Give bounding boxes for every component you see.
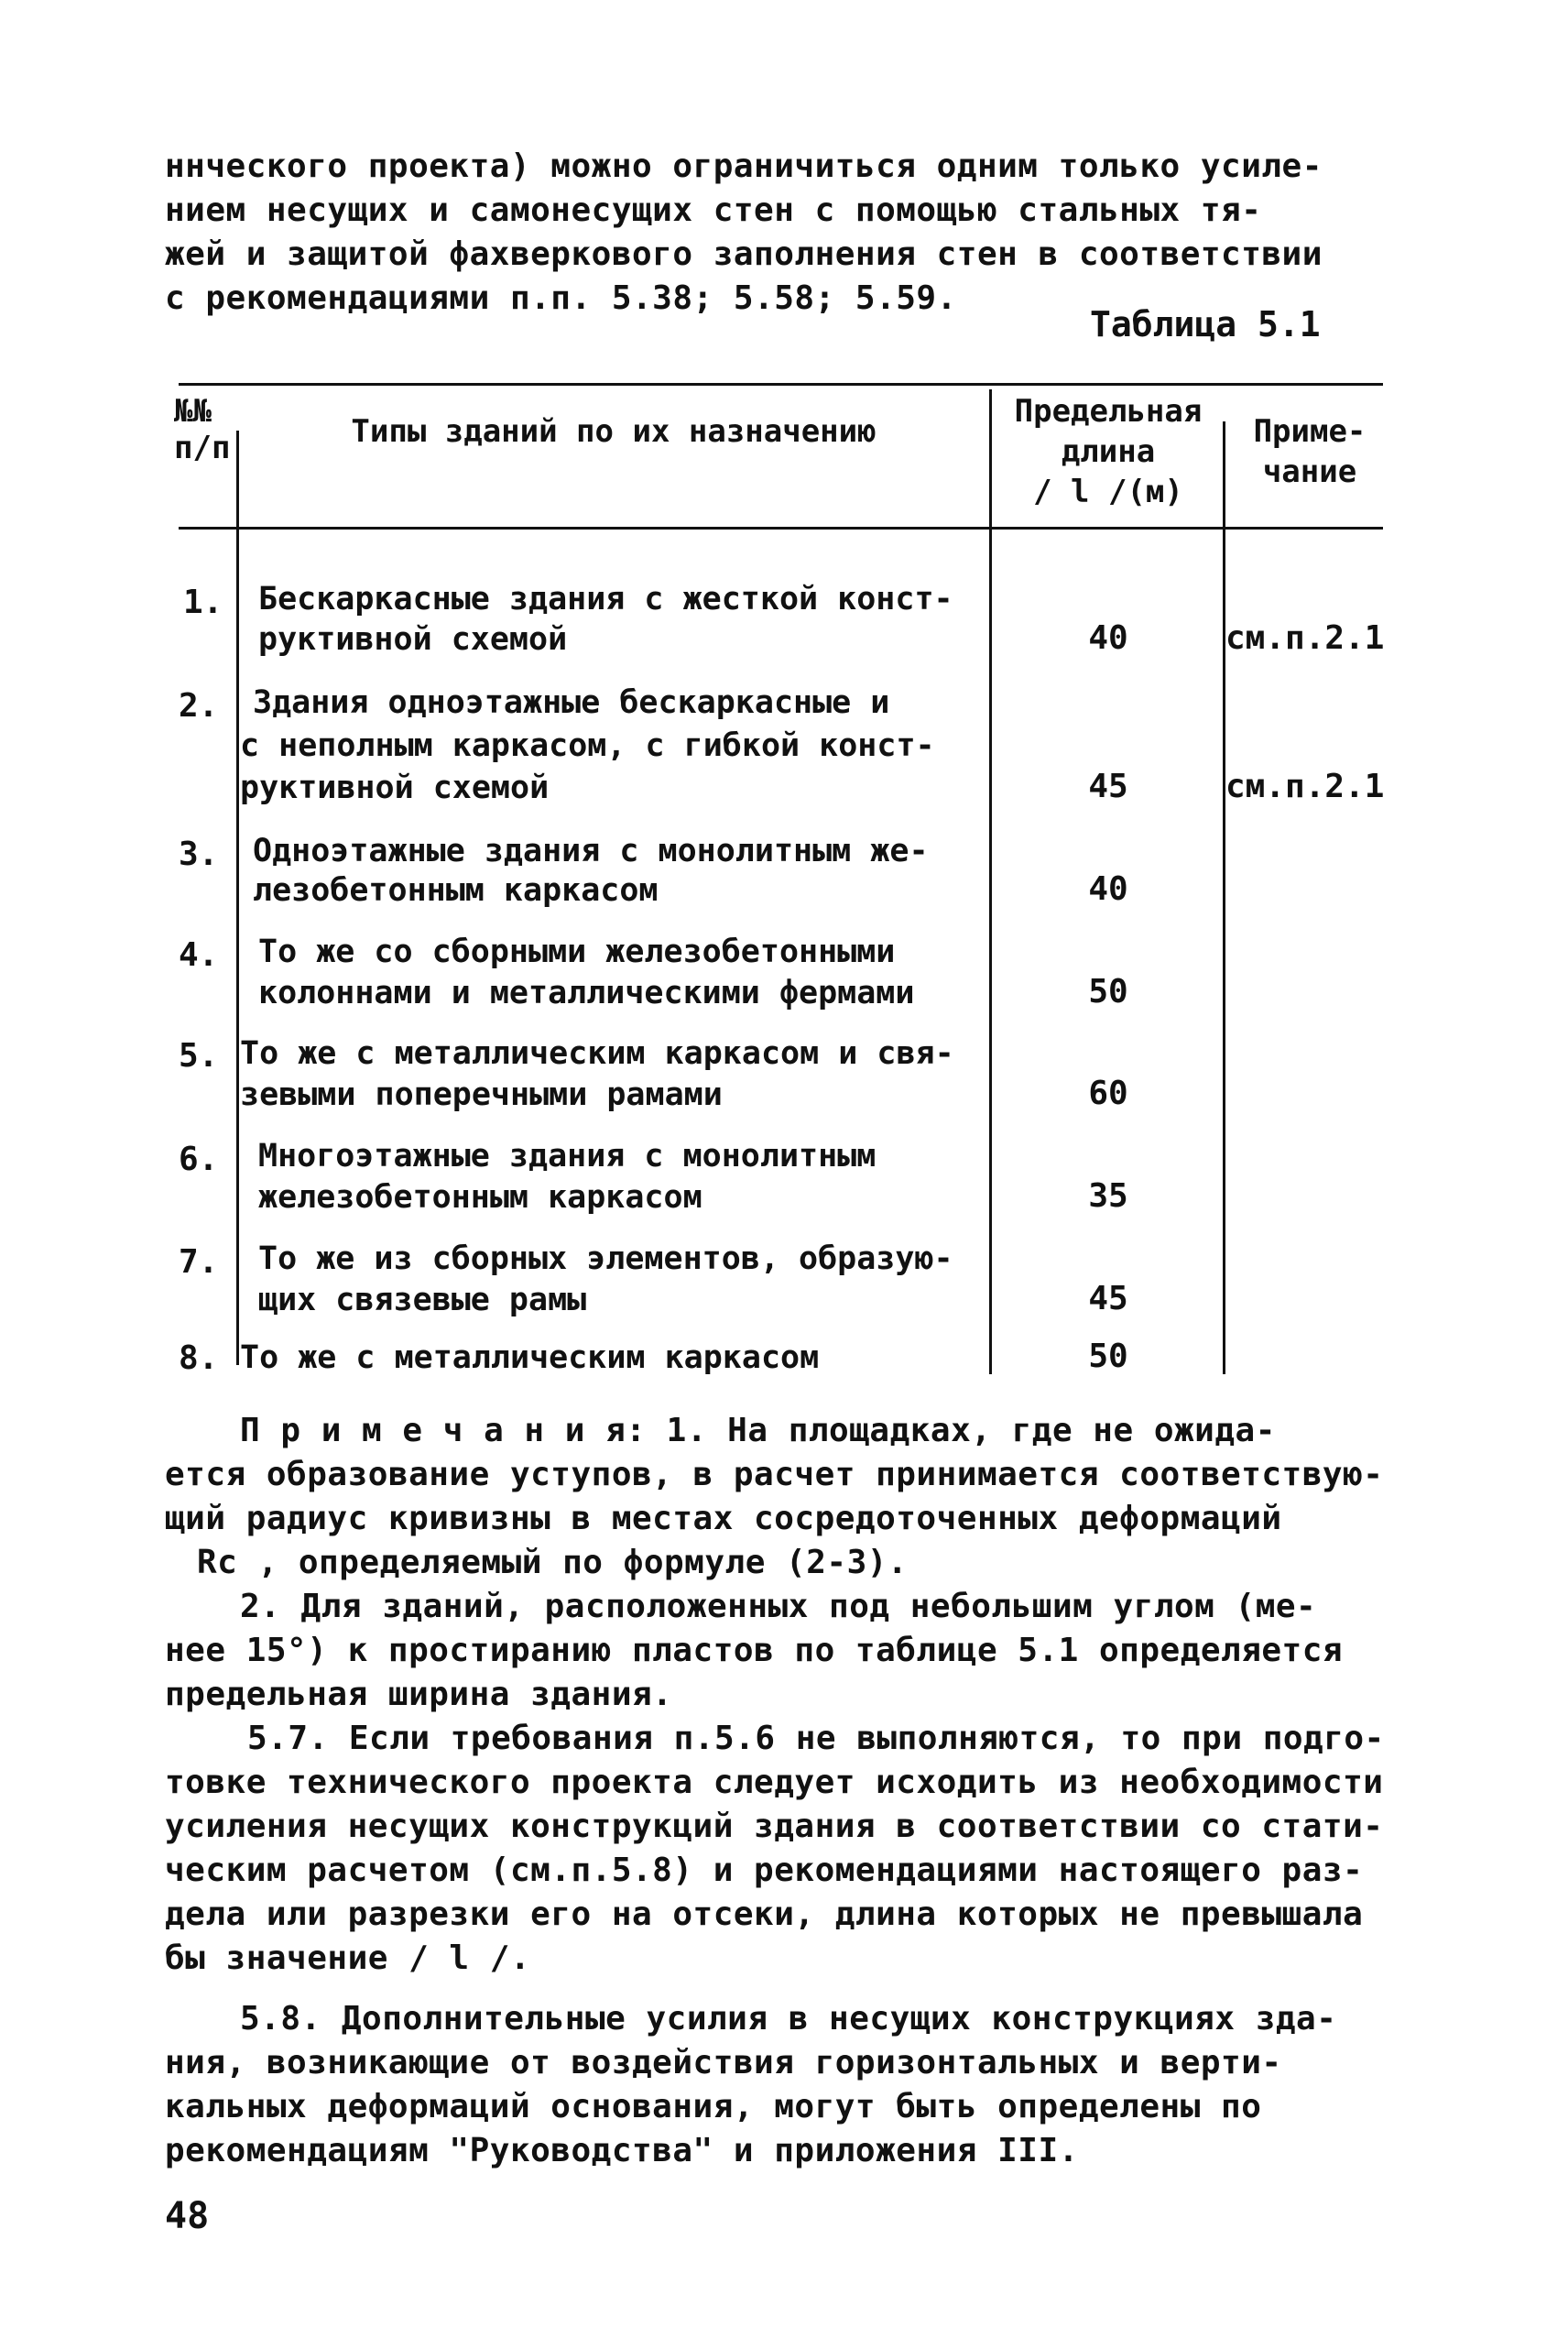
notes-line: щий радиус кривизны в местах сосредоточенных деформаций (165, 1500, 1282, 1537)
row-number: 2. (179, 687, 219, 725)
row-limit-value: 60 (1088, 1075, 1128, 1112)
row-number: 7. (179, 1243, 219, 1281)
row-limit-value: 45 (1088, 1280, 1128, 1317)
table-col-divider-num (236, 431, 239, 1365)
row-limit-value: 40 (1088, 619, 1128, 657)
row-number: 5. (179, 1037, 219, 1075)
row-type-line: Одноэтажные здания с монолитным же- (253, 833, 929, 869)
header-limit-line3: / l /(м) (1033, 474, 1183, 510)
row-type-line: То же со сборными железобетонными (258, 934, 896, 970)
table-caption: Таблица 5.1 (1090, 304, 1321, 344)
section-5-7-line: усиления несущих конструкций здания в соответствии со стати- (165, 1808, 1384, 1845)
row-type-line: с неполным каркасом, с гибкой конст- (240, 727, 935, 764)
row-type-line: руктивной схемой (240, 770, 550, 806)
table-header-rule (179, 527, 1383, 530)
section-5-8-line: рекомендациям "Руководства" и приложения III. (165, 2132, 1079, 2169)
section-5-8-line: кальных деформаций основания, могут быть определены по (165, 2088, 1262, 2125)
row-number: 6. (179, 1141, 219, 1178)
section-5-7-line: бы значение / l /. (165, 1939, 531, 1977)
section-5-8-line: 5.8. Дополнительные усилия в несущих конструкциях зда- (240, 2000, 1337, 2037)
notes-line: предельная ширина здания. (165, 1676, 673, 1713)
row-type-line: Бескаркасные здания с жесткой конст- (258, 581, 953, 617)
row-number: 1. (183, 584, 223, 621)
row-type-line: То же с металлическим каркасом и свя- (240, 1035, 954, 1072)
row-type-line: зевыми поперечными рамами (240, 1076, 723, 1113)
row-number: 3. (179, 836, 219, 873)
row-type-line: То же с металлическим каркасом (240, 1339, 820, 1376)
intro-line: жей и защитой фахверкового заполнения стен в соответствии (165, 235, 1323, 273)
section-5-7-line: 5.7. Если требования п.5.6 не выполняются, то при подго- (247, 1720, 1385, 1757)
row-type-line: То же из сборных элементов, образую- (258, 1240, 953, 1277)
table-top-rule (179, 383, 1383, 386)
notes-line: П р и м е ч а н и я: 1. На площадках, где не ожида- (240, 1412, 1276, 1449)
row-number: 8. (179, 1339, 219, 1377)
header-note-line2: чание (1262, 453, 1357, 490)
section-5-7-line: дела или разрезки его на отсеки, длина которых не превышала (165, 1895, 1364, 1933)
header-num-line2: п/п (174, 430, 231, 466)
header-limit-line1: Предельная (1014, 393, 1203, 430)
notes-line: нее 15°) к простиранию пластов по таблице 5.1 определяется (165, 1632, 1344, 1669)
row-type-line: Здания одноэтажные бескаркасные и (253, 684, 890, 721)
table-col-divider-type (989, 389, 992, 1374)
row-type-line: лезобетонным каркасом (253, 872, 659, 909)
row-limit-value: 50 (1088, 1338, 1128, 1375)
section-5-7-line: товке технического проекта следует исходить из необходимости (165, 1764, 1384, 1801)
row-type-line: щих связевые рамы (258, 1282, 587, 1318)
row-type-line: руктивной схемой (258, 621, 568, 658)
notes-line: 2. Для зданий, расположенных под небольшим углом (ме- (240, 1588, 1317, 1625)
section-5-8-line: ния, возникающие от воздействия горизонтальных и верти- (165, 2044, 1282, 2081)
header-num-line1: №№ (174, 393, 212, 430)
page-number: 48 (165, 2195, 210, 2237)
table-col-divider-value (1223, 421, 1225, 1374)
row-note: см.п.2.1 (1225, 619, 1385, 657)
row-limit-value: 45 (1088, 768, 1128, 805)
row-limit-value: 40 (1088, 870, 1128, 908)
row-limit-value: 35 (1088, 1177, 1128, 1215)
row-limit-value: 50 (1088, 973, 1128, 1011)
header-note-line1: Приме- (1253, 413, 1367, 450)
notes-line: ется образование уступов, в расчет принимается соответствую- (165, 1456, 1384, 1493)
row-type-line: Многоэтажные здания с монолитным (258, 1138, 877, 1174)
intro-line: с рекомендациями п.п. 5.38; 5.58; 5.59. (165, 279, 957, 317)
intro-line: нием несущих и самонесущих стен с помощью стальных тя- (165, 191, 1262, 229)
header-building-type: Типы зданий по их назначению (351, 413, 877, 450)
notes-line: Rc , определяемый по формуле (2-3). (197, 1544, 909, 1581)
row-number: 4. (179, 936, 219, 974)
row-type-line: железобетонным каркасом (258, 1179, 702, 1216)
row-note: см.п.2.1 (1225, 768, 1385, 805)
header-limit-line2: длина (1061, 433, 1156, 470)
section-5-7-line: ческим расчетом (см.п.5.8) и рекомендациями настоящего раз- (165, 1852, 1364, 1889)
intro-line: ннческого проекта) можно ограничиться одним только усиле- (165, 147, 1323, 185)
row-type-line: колоннами и металлическими фермами (258, 975, 915, 1011)
